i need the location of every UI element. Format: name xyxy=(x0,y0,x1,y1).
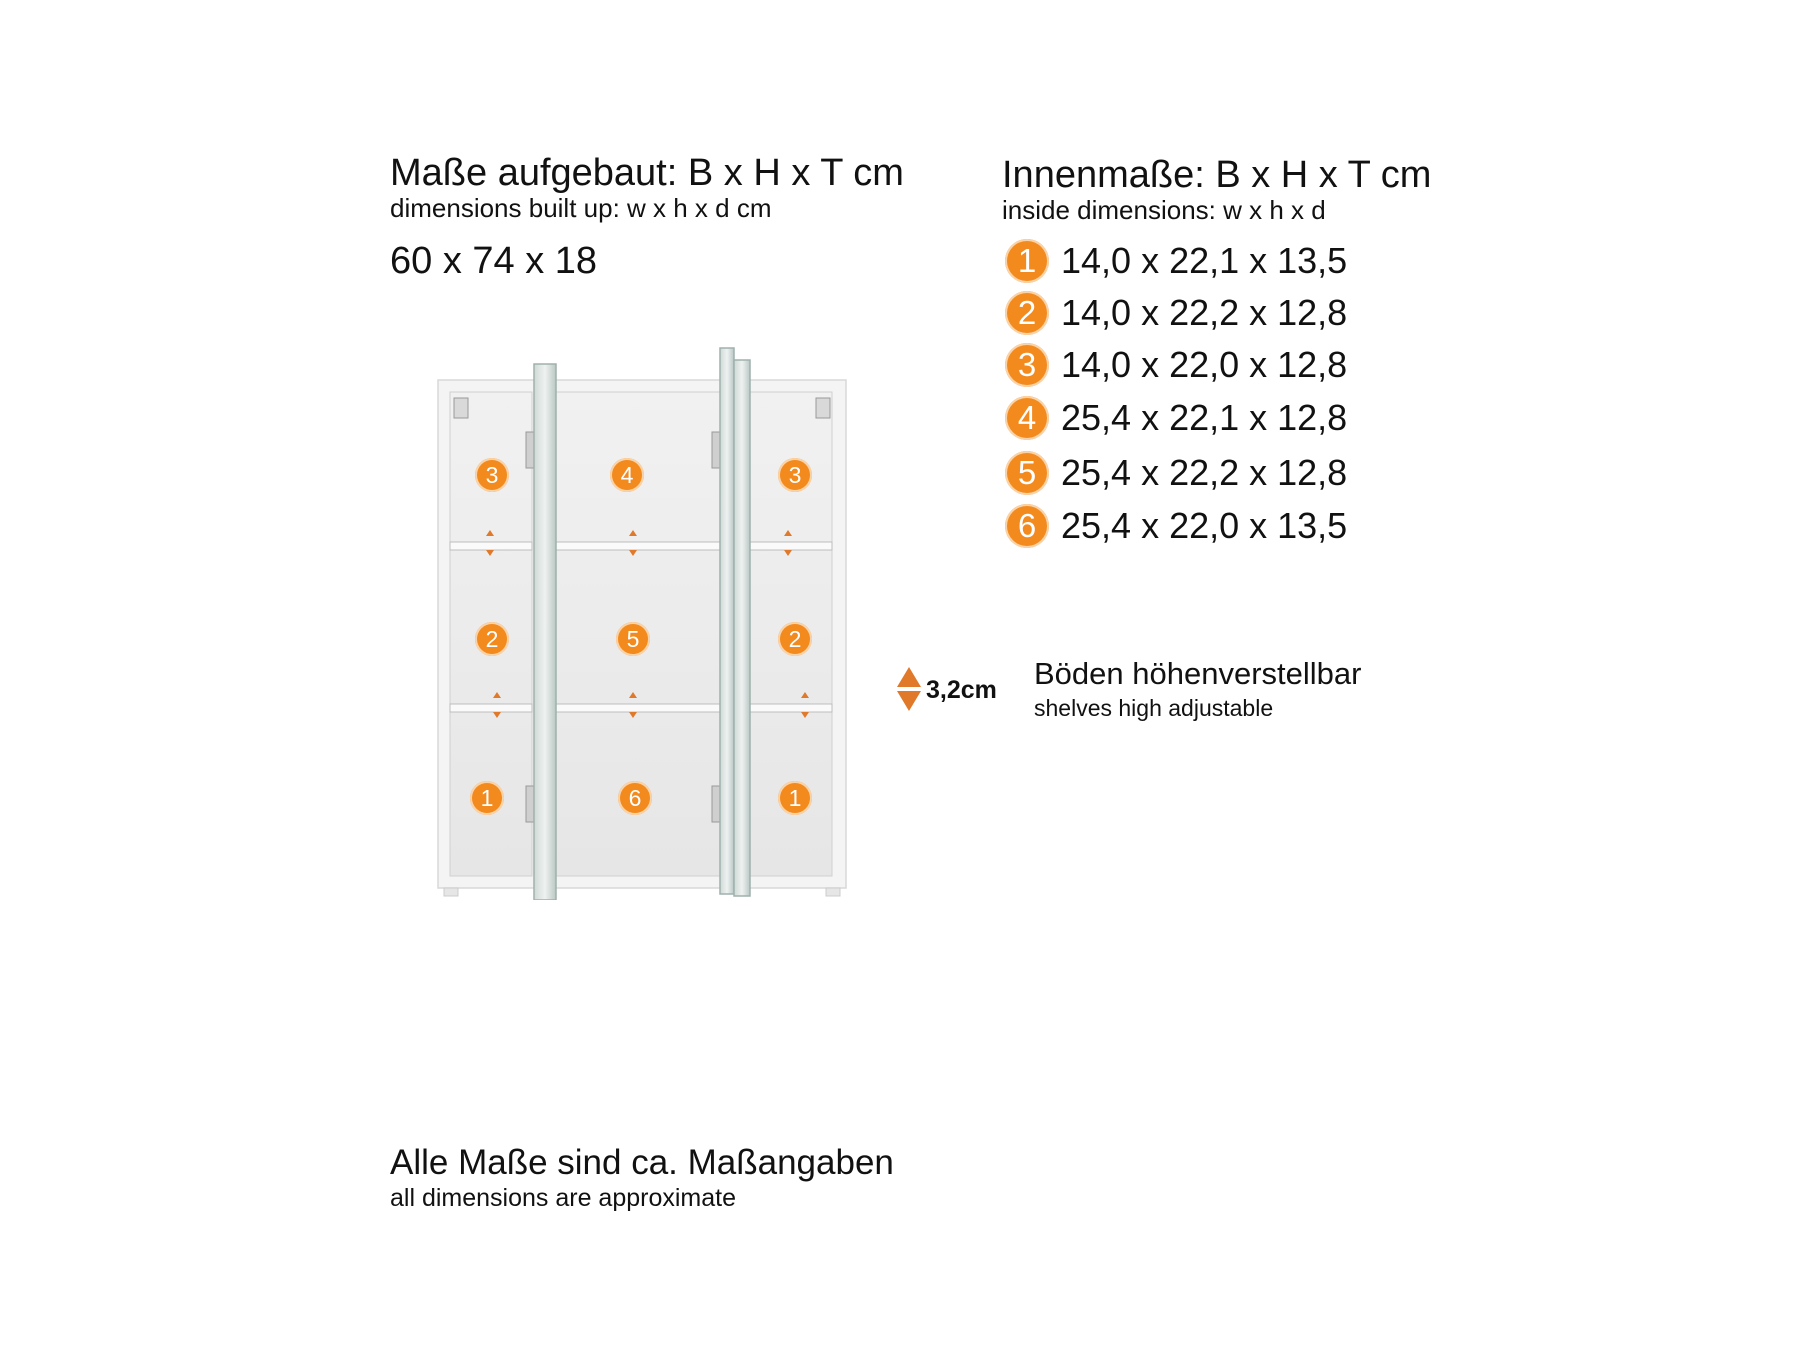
compartment-badge-middle-middle: 5 xyxy=(616,622,650,656)
compartment-badge-middle-top: 4 xyxy=(610,458,644,492)
compartment-number-badge: 1 xyxy=(1005,239,1049,283)
compartment-number-badge: 2 xyxy=(1005,291,1049,335)
compartment-number-badge: 4 xyxy=(1005,396,1049,440)
list-item xyxy=(1005,450,1347,496)
adjust-title: Böden höhenverstellbar xyxy=(1034,656,1362,691)
compartment-dimensions: 25,4 x 22,0 x 13,5 xyxy=(1061,505,1348,546)
compartment-badge-middle-bottom: 6 xyxy=(618,781,652,815)
compartment-badge-left-top: 3 xyxy=(475,458,509,492)
list-item xyxy=(1005,342,1347,388)
adjust-arrow-icon xyxy=(895,665,923,713)
compartment-badge-right-bottom: 1 xyxy=(778,781,812,815)
list-item xyxy=(1005,395,1347,441)
compartment-number-badge: 5 xyxy=(1005,451,1049,495)
compartment-dimensions: 14,0 x 22,1 x 13,5 xyxy=(1061,240,1348,281)
compartment-badge-right-middle: 2 xyxy=(778,622,812,656)
list-item xyxy=(1005,238,1347,284)
adjust-size-label: 3,2cm xyxy=(926,676,997,704)
inner-dimensions-subtitle: inside dimensions: w x h x d xyxy=(1002,195,1326,225)
list-item xyxy=(1005,503,1347,549)
compartment-badge-left-bottom: 1 xyxy=(470,781,504,815)
approximate-note-title: Alle Maße sind ca. Maßangaben xyxy=(390,1143,894,1182)
cabinet-drawing xyxy=(430,340,860,900)
compartment-badge-left-middle: 2 xyxy=(475,622,509,656)
adjust-subtitle: shelves high adjustable xyxy=(1034,695,1274,721)
list-item xyxy=(1005,290,1347,336)
compartment-dimensions: 25,4 x 22,2 x 12,8 xyxy=(1061,452,1348,493)
compartment-badge-right-top: 3 xyxy=(778,458,812,492)
outer-dimensions-title: Maße aufgebaut: B x H x T cm xyxy=(390,152,904,194)
outer-dimensions-subtitle: dimensions built up: w x h x d cm xyxy=(390,193,772,223)
compartment-number-badge: 6 xyxy=(1005,504,1049,548)
cabinet-diagram xyxy=(430,340,860,900)
outer-dimensions-value: 60 x 74 x 18 xyxy=(390,240,598,282)
compartment-dimensions: 14,0 x 22,0 x 12,8 xyxy=(1061,344,1348,385)
compartment-dimensions: 14,0 x 22,2 x 12,8 xyxy=(1061,292,1348,333)
compartment-dimensions: 25,4 x 22,1 x 12,8 xyxy=(1061,397,1348,438)
compartment-number-badge: 3 xyxy=(1005,343,1049,387)
approximate-note-subtitle: all dimensions are approximate xyxy=(390,1184,737,1212)
inner-dimensions-title: Innenmaße: B x H x T cm xyxy=(1002,154,1432,196)
